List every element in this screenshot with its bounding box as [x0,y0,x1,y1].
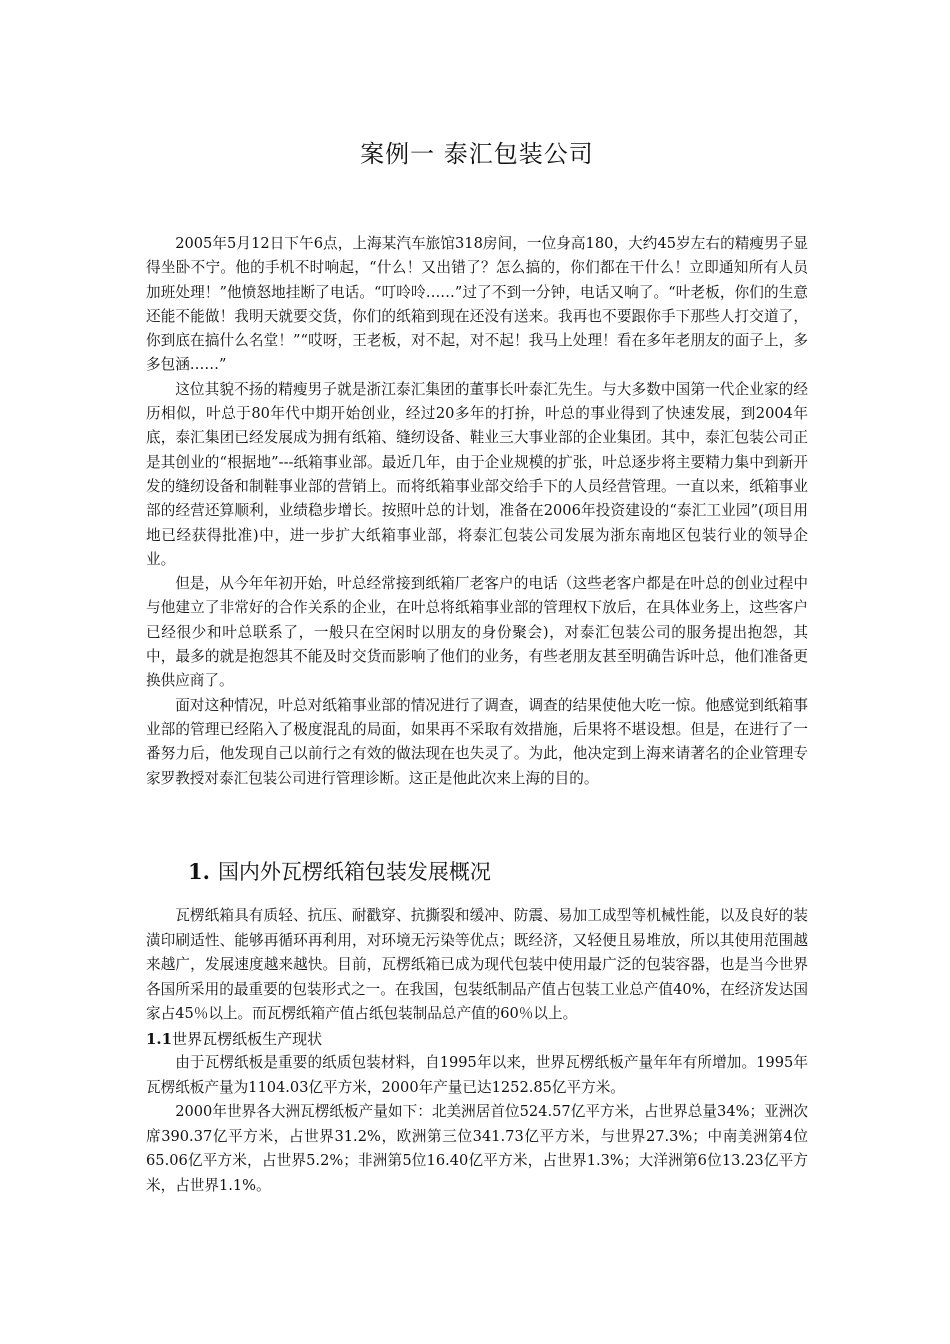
section-body [146,904,808,1199]
subsection-heading [146,1027,808,1051]
document-title: 案例一 泰汇包装公司 [360,140,594,168]
subsection-number: 1.1 [146,1029,173,1048]
section-paragraph: 瓦楞纸箱具有质轻、抗压、耐戳穿、抗撕裂和缓冲、防震、易加工成型等机械性能，以及良好的装潢印刷适性、能够再循环再利用，对环境无污染等优点；既经济，又轻便且易堆放，所以其使用范围越来越广，发展速度越来越快。目前，瓦楞纸箱已成为现代包装中使用最广泛的包装容器，也是当今世界各国所采用的最重要的包装形式之一。在我国，包装纸制品产值占包装工业总产值40%，在经济发达国家占45％以上。而瓦楞纸箱产值占纸包装制品总产值的60％以上。 [146,907,808,1023]
intro-paragraph: 2005年5月12日下午6点，上海某汽车旅馆318房间，一位身高180，大约45岁左右的精瘦男子显得坐卧不宁。他的手机不时响起，“什么！又出错了？怎么搞的，你们都在干什么！立即通知所有人员加班处理！”他愤怒地挂断了电话。“叮呤呤……”过了不到一分钟，电话又响了。“叶老板，你们的生意还能不能做！我明天就要交货，你们的纸箱到现在还没有送来。我再也不要跟你手下那些人打交道了，你到底在搞什么名堂！”“哎呀，王老板，对不起，对不起！我马上处理！看在多年老朋友的面子上，多多包涵……” [146,235,808,374]
subsection-paragraph: 2000年世界各大洲瓦楞纸板产量如下：北美洲居首位524.57亿平方米，占世界总量34%；亚洲次席390.37亿平方米，占世界31.2%，欧洲第三位341.73亿平方米，与世界27.3%；中南美洲第4位65.06亿平方米，占世界5.2%；非洲第5位16.40亿平方米，占世界1.3%；大洋洲第6位13.23亿平方米，占世界1.1%。 [146,1103,808,1194]
intro-section [146,232,808,791]
subsection-title: 世界瓦楞纸板生产现状 [172,1029,323,1048]
subsection-paragraph: 由于瓦楞纸板是重要的纸质包装材料，自1995年以来，世界瓦楞纸板产量年年有所增加。1995年瓦楞纸板产量为1104.03亿平方米，2000年产量已达1252.85亿平方米。 [146,1053,808,1096]
section-number: 1. [188,859,210,884]
section-heading [188,856,491,888]
section-title: 国内外瓦楞纸箱包装发展概况 [217,860,491,884]
intro-paragraph: 面对这种情况，叶总对纸箱事业部的情况进行了调查，调查的结果使他大吃一惊。他感觉到纸箱事业部的管理已经陷入了极度混乱的局面，如果再不采取有效措施，后果将不堪设想。但是，在进行了一番努力后，他发现自己以前行之有效的做法现在也失灵了。为此，他决定到上海来请著名的企业管理专家罗教授对泰汇包装公司进行管理诊断。这正是他此次来上海的目的。 [146,696,808,787]
intro-paragraph: 这位其貌不扬的精瘦男子就是浙江泰汇集团的董事长叶泰汇先生。与大多数中国第一代企业家的经历相似，叶总于80年代中期开始创业，经过20多年的打拚，叶总的事业得到了快速发展，到2004年底，泰汇集团已经发展成为拥有纸箱、缝纫设备、鞋业三大事业部的企业集团。其中，泰汇包装公司正是其创业的“根据地”---纸箱事业部。最近几年，由于企业规模的扩张，叶总逐步将主要精力集中到新开发的缝纫设备和制鞋事业部的营销上。而将纸箱事业部交给手下的人员经营管理。一直以来，纸箱事业部的经营还算顺利，业绩稳步增长。按照叶总的计划，准备在2006年投资建设的“泰汇工业园”(项目用地已经获得批准)中，进一步扩大纸箱事业部，将泰汇包装公司发展为浙东南地区包装行业的领导企业。 [146,380,808,568]
intro-paragraph: 但是，从今年年初开始，叶总经常接到纸箱厂老客户的电话（这些老客户都是在叶总的创业过程中与他建立了非常好的合作关系的企业，在叶总将纸箱事业部的管理权下放后，在具体业务上，这些客户已经很少和叶总联系了，一般只在空闲时以朋友的身份聚会)，对泰汇包装公司的服务提出抱怨，其中，最多的就是抱怨其不能及时交货而影响了他们的业务，有些老朋友甚至明确告诉叶总，他们准备更换供应商了。 [146,575,808,690]
